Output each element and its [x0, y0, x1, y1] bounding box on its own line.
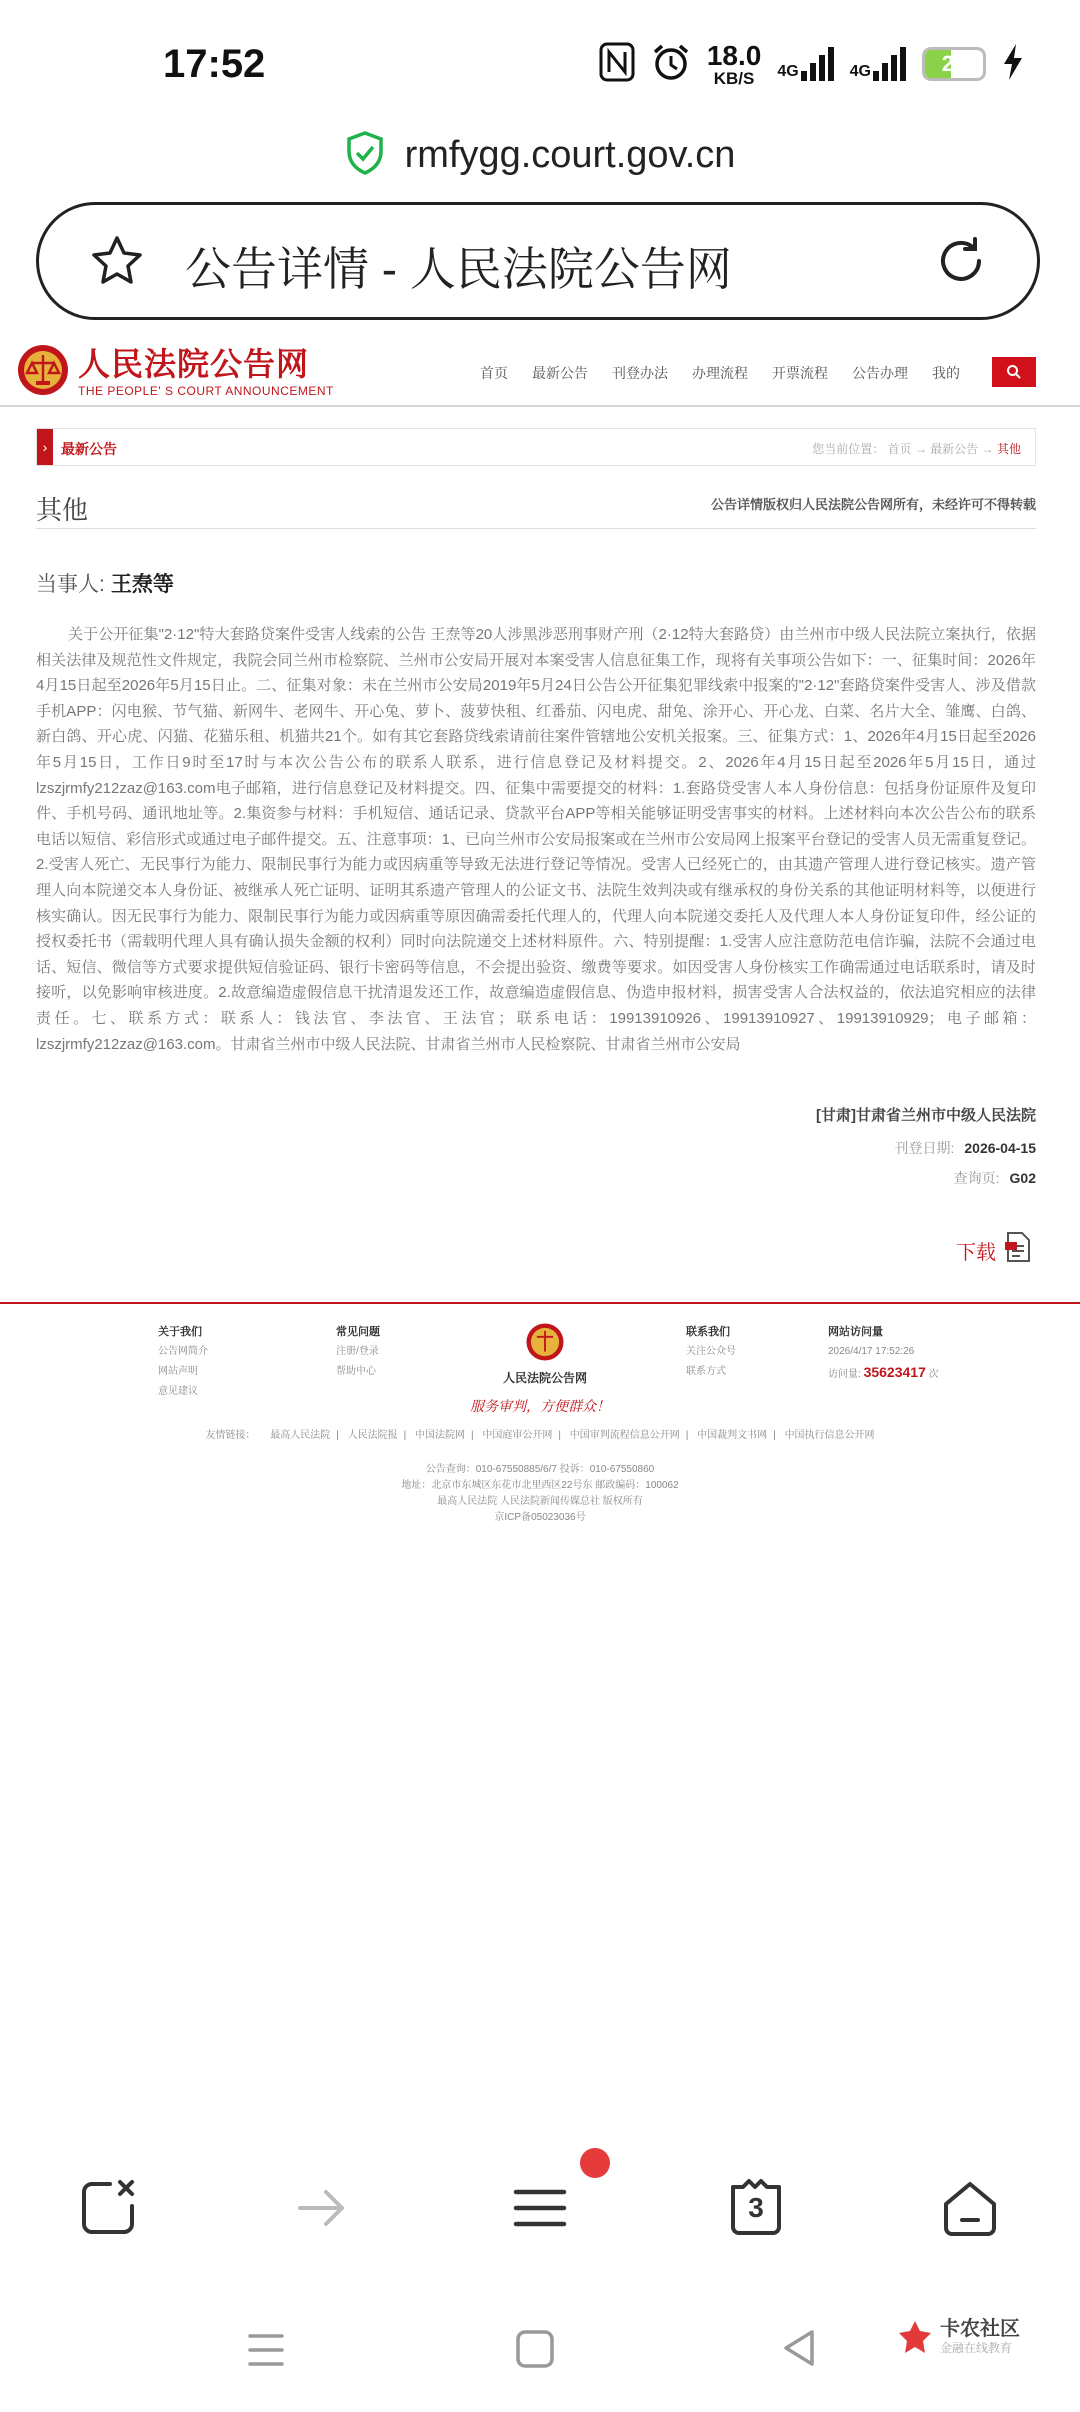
query-page-label: 查询页:	[953, 1170, 1000, 1186]
copyright-note: 公告详情版权归人民法院公告网所有，未经许可不得转载	[710, 497, 1036, 512]
friend-link[interactable]: 最高人民法院	[270, 1430, 331, 1441]
url-row[interactable]	[0, 120, 1080, 190]
footer-info	[0, 1462, 1080, 1526]
friend-links-label: 友情链接：	[205, 1430, 256, 1441]
download-label: 下载	[956, 1241, 996, 1264]
visit-time: 2026/4/17 17:52:26	[828, 1346, 915, 1357]
logo-text-en: THE PEOPLE' S COURT ANNOUNCEMENT	[78, 383, 334, 398]
clock: 17:52	[163, 42, 266, 86]
download-button[interactable]	[956, 1232, 1032, 1268]
breadcrumb-home[interactable]: 首页	[887, 442, 912, 456]
friend-link[interactable]: 中国审判流程信息公开网	[569, 1430, 680, 1441]
square-home-icon	[514, 2328, 556, 2370]
friend-link[interactable]: 中国裁判文书网	[697, 1430, 768, 1441]
nav-latest[interactable]: 最新公告	[532, 365, 588, 381]
net-speed-value: 18.0	[706, 39, 762, 71]
alarm-icon	[651, 42, 691, 87]
footer-link[interactable]: 联系方式	[686, 1366, 726, 1377]
arrow-right-icon	[292, 2178, 352, 2238]
footer-site-name: 人民法院公告网	[502, 1371, 587, 1385]
breadcrumb-latest[interactable]: 最新公告	[930, 442, 979, 456]
logo-text-cn: 人民法院公告网	[78, 345, 310, 382]
visit-label: 访问量:	[828, 1369, 861, 1380]
footer-visits-title: 网站访问量	[828, 1326, 883, 1338]
footer-link[interactable]: 公告网简介	[158, 1346, 208, 1357]
publish-date	[894, 1138, 1036, 1158]
back-triangle-icon	[778, 2326, 822, 2370]
section-label[interactable]: 最新公告	[61, 441, 117, 457]
query-page	[954, 1168, 1036, 1188]
secure-shield-icon	[345, 131, 385, 180]
publish-date-value: 2026-04-15	[964, 1140, 1036, 1156]
home-icon	[938, 2176, 1002, 2240]
signal-2	[850, 47, 906, 81]
party-label: 当事人:	[36, 573, 105, 596]
bookmark-star-icon[interactable]	[87, 232, 147, 297]
notice-body: 关于公开征集"2·12"特大套路贷案件受害人线索的公告 王焘等20人涉黑涉恶刑事财产刑（2·12特大套路贷）由兰州市中级人民法院立案执行，依据相关法律及规范性文件规定，我院会同兰州市检察院、兰州市公安局开展对本案受害人信息征集工作，现将有关事项公告如下：一、征集时间：2026年4月15日起至2026年5月15日止。二、征集对象：未在兰州市公安局2019年5月24日公告公开征集犯罪线索中报案的"2·12"套路贷案件受害人、涉及借款手机APP：闪电猴、节气猫、新网牛、老网牛、开心兔、萝卜、菠萝快租、红番茄、闪电虎、甜兔、涂开心、开心龙、白菜、名片大全、雏鹰、白鸽、新白鸽、开心虎、闪猫、花猫乐租、机猫共21个。如有其它套路贷线索请前往案件管辖地公安机关报案。三、征集方式：1、2026年4月15日起至2026年5月15日，工作日9时至17时与本次公告公布的联系人联系，进行信息登记及材料提交。2、2026年4月15日起至2026年5月15日，通过lzszjrmfy212zaz@163.com电子邮箱，进行信息登记及材料提交。四、征集中需要提交的材料：1.套路贷受害人本人身份信息：包括身份证原件及复印件、手机号码、通讯地址等。2.集资参与材料：手机短信、通话记录、贷款平台APP等相关能够证明受害事实的材料。上述材料向本次公告公布的联系电话以短信、彩信形式或通过电子邮件提交。五、注意事项：1、已向兰州市公安局报案或在兰州市公安局网上报案平台登记的受害人员无需重复登记。2.受害人死亡、无民事行为能力、限制民事行为能力或因病重等导致无法进行登记等情况。受害人已经死亡的，由其遗产管理人进行登记核实。遗产管理人向本院递交本人身份证、被继承人死亡证明、证明其系遗产管理人的公证文书、法院生效判决或有继承权的身份关系的其他证明材料等，以便进行核实确认。因无民事行为能力、限制民事行为能力或因病重等原因确需委托代理人的，代理人向本院递交委托人及代理人本人身份证复印件，经公证的授权委托书（需载明代理人具有确认损失金额的权利）同时向法院递交上述材料原件。六、特别提醒：1.受害人应注意防范电信诈骗，法院不会通过电话、短信、微信等方式要求提供短信验证码、银行卡密码等信息，不会提出验资、缴费等要求。如因受害人身份核实工作确需通过电话联系时，请及时接听，以免影响审核进度。2.故意编造虚假信息干扰清退发还工作，故意编造虚假信息、伪造申报材料，损害受害人合法权益的，依法追究相应的法律责任。七、联系方式：联系人：钱法官、李法官、王法官；联系电话：19913910926、19913910927、19913910929；电子邮箱：lzszjrmfy212zaz@163.com。甘肃省兰州市中级人民法院、甘肃省兰州市人民检察院、甘肃省兰州市公安局	[36, 626, 1036, 1053]
menu-button[interactable]	[500, 2168, 580, 2248]
nfc-icon	[599, 42, 635, 87]
signal-icon	[873, 47, 906, 81]
chevron-right-icon: ›	[37, 429, 53, 465]
watermark-sub: 金融在线教育	[940, 2340, 1013, 2355]
footer-link[interactable]: 帮助中心	[336, 1366, 376, 1377]
nav-publish-method[interactable]: 刊登办法	[612, 365, 668, 381]
watermark-logo-icon	[896, 2318, 934, 2356]
party	[36, 568, 174, 598]
footer-link[interactable]: 关注公众号	[686, 1346, 736, 1357]
browser-toolbar	[0, 2160, 1080, 2246]
tabs-button[interactable]	[716, 2168, 796, 2248]
notification-dot	[580, 2148, 610, 2178]
nav-handle[interactable]: 公告办理	[852, 365, 908, 381]
party-name: 王焘等	[110, 573, 174, 596]
menu-icon	[510, 2178, 570, 2238]
breadcrumb-current: 其他	[996, 442, 1021, 456]
nav-home[interactable]: 首页	[480, 365, 508, 381]
url-domain[interactable]: rmfygg.court.gov.cn	[404, 133, 736, 176]
nav-mine[interactable]: 我的	[932, 365, 960, 381]
reload-icon[interactable]	[931, 231, 991, 296]
net-speed-unit: KB/S	[713, 68, 755, 88]
close-tab-icon	[76, 2176, 140, 2240]
community-watermark	[896, 2318, 1020, 2356]
home-nav-button[interactable]	[514, 2328, 556, 2375]
visit-count-value: 35623417	[863, 1364, 926, 1380]
status-icons	[599, 40, 1024, 88]
back-button[interactable]	[778, 2326, 822, 2375]
footer-link[interactable]: 注册/登录	[336, 1346, 379, 1357]
section-bar	[36, 428, 1036, 466]
footer-slogan: 服务审判，方便群众！	[470, 1399, 610, 1415]
breadcrumb	[812, 440, 1021, 457]
footer-about-title: 关于我们	[158, 1326, 202, 1338]
main-nav	[480, 363, 984, 383]
issuing-court: [甘肃]甘肃省兰州市中级人民法院	[816, 1107, 1036, 1124]
status-bar	[0, 0, 1080, 130]
battery-icon	[922, 47, 986, 81]
signal-icon	[801, 47, 834, 81]
visit-unit: 次	[928, 1369, 939, 1380]
search-button[interactable]	[992, 357, 1036, 387]
footer-contact	[686, 1322, 736, 1382]
charging-icon	[1002, 42, 1024, 87]
recents-icon	[244, 2328, 288, 2372]
nav-invoice[interactable]: 开票流程	[772, 365, 828, 381]
footer-link[interactable]: 网站声明	[158, 1366, 198, 1377]
footer-info-line: 公告查询：010-67550885/6/7 投诉：010-67550860	[425, 1464, 655, 1475]
footer-visits	[828, 1322, 939, 1385]
address-bar[interactable]	[36, 202, 1040, 320]
breadcrumb-sep: →	[981, 442, 994, 456]
friend-link[interactable]: 中国庭审公开网	[482, 1430, 553, 1441]
recent-apps-button[interactable]	[244, 2328, 288, 2377]
divider	[36, 528, 1036, 529]
forward-button[interactable]	[282, 2168, 362, 2248]
breadcrumb-sep: →	[914, 442, 927, 456]
home-button[interactable]	[930, 2168, 1010, 2248]
footer-faq-title: 常见问题	[336, 1326, 380, 1338]
footer-icp[interactable]: 京ICP备05023036号	[494, 1512, 586, 1523]
search-icon	[1006, 364, 1022, 380]
footer-logo	[490, 1322, 600, 1386]
footer-link[interactable]: 意见建议	[158, 1386, 198, 1397]
footer-about	[158, 1322, 208, 1402]
network-type-2: 4G	[849, 63, 871, 80]
watermark-name: 卡农社区	[940, 2317, 1020, 2340]
net-speed	[706, 39, 762, 88]
battery-level: 24	[941, 51, 967, 76]
tabs-count: 3	[748, 2192, 764, 2223]
pdf-file-icon	[1004, 1232, 1032, 1268]
footer-faq	[336, 1322, 380, 1382]
visit-count	[828, 1362, 939, 1385]
friend-links: 友情链接： 最高人民法院 | 人民法院报 | 中国法院网 | 中国庭审公开网 | 中国审判流程信息公开网 | 中国裁判文书网 | 中国执行信息公开网	[205, 1430, 875, 1441]
court-emblem-icon	[525, 1322, 565, 1362]
notice-category: 其他	[36, 495, 89, 525]
network-type-1: 4G	[777, 63, 799, 80]
close-tab-button[interactable]	[68, 2168, 148, 2248]
publish-date-label: 刊登日期:	[894, 1140, 955, 1156]
site-header	[0, 335, 1080, 407]
page-title: 公告详情 - 人民法院公告网	[185, 243, 732, 295]
footer-contact-title: 联系我们	[686, 1326, 730, 1338]
friend-link[interactable]: 人民法院报	[347, 1430, 398, 1441]
system-nav-bar	[0, 2300, 1080, 2412]
friend-link[interactable]: 中国执行信息公开网	[784, 1430, 875, 1441]
footer-info-line: 地址：北京市东城区东花市北里西区22号东 邮政编码：100062	[401, 1480, 679, 1491]
site-logo[interactable]	[16, 343, 334, 402]
nav-process[interactable]: 办理流程	[692, 365, 748, 381]
friend-link[interactable]: 中国法院网	[415, 1430, 465, 1441]
breadcrumb-prefix: 您当前位置：	[812, 442, 885, 456]
court-emblem-icon	[16, 343, 70, 402]
query-page-value: G02	[1009, 1170, 1036, 1186]
footer-info-line: 最高人民法院 人民法院新闻传媒总社 版权所有	[437, 1496, 643, 1507]
signal-1	[777, 47, 833, 81]
site-footer	[0, 1302, 1080, 1544]
